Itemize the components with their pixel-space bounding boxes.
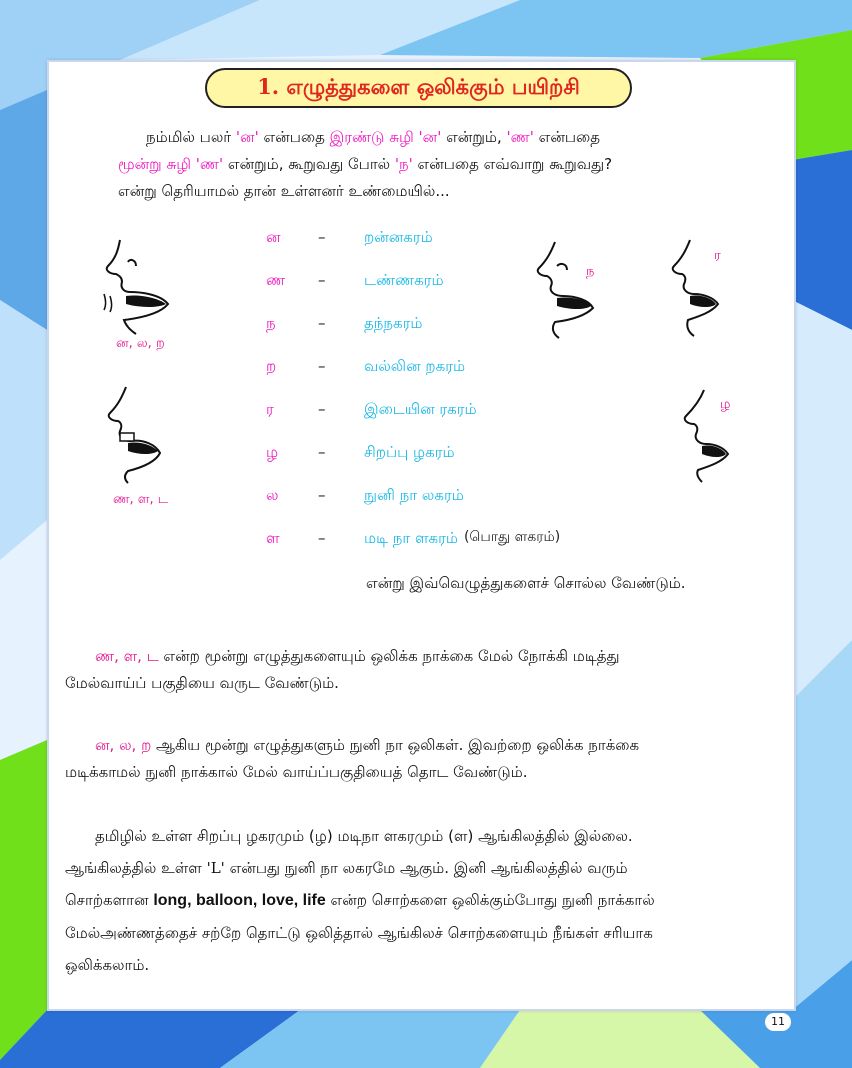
face-label: ண, ள, ட xyxy=(113,492,169,507)
paragraph-text: மேல்அண்ணத்தைச் சற்றே தொட்டு ஒலித்தால் ஆங்கிலச் சொற்களையும் நீங்கள் சரியாக xyxy=(65,924,653,942)
paragraph-text: என்ற மூன்று எழுத்துகளையும் ஒலிக்க நாக்கை மேல் நோக்கி மடித்து xyxy=(158,647,620,665)
english-words: long, balloon, love, life xyxy=(153,892,326,909)
letter-name: இடையின ரகரம் xyxy=(364,400,477,418)
letter-row xyxy=(266,486,464,510)
face-label: ன, ல, ற xyxy=(116,336,165,351)
intro-text: என்பதை எவ்வாறு கூறுவது? xyxy=(412,155,613,173)
paragraph-text: மேல்வாய்ப் பகுதியை வருட வேண்டும். xyxy=(65,674,339,692)
letter-glyph: ள xyxy=(266,529,280,547)
letter-row xyxy=(266,314,422,338)
letter-glyph: ன xyxy=(266,228,281,246)
paragraph-text: என்ற சொற்களை ஒலிக்கும்போது நுனி நாக்கால் xyxy=(325,891,655,909)
highlight-phrase: மூன்று சுழி 'ண' xyxy=(118,155,224,173)
page-title: 1. எழுத்துகளை ஒலிக்கும் பயிற்சி xyxy=(257,74,580,99)
intro-text: என்றும், xyxy=(441,128,507,146)
paragraph-text: ஒலிக்கலாம். xyxy=(65,956,150,974)
letter-glyph: ற xyxy=(266,357,277,375)
letter-name: நுனி நா லகரம் xyxy=(364,486,464,504)
intro-text: என்பதை xyxy=(533,128,600,146)
letter-name: சிறப்பு ழகரம் xyxy=(364,443,455,461)
face-label: ந xyxy=(586,264,595,279)
mouth-diagram-2 xyxy=(100,385,170,485)
highlight-phrase: இரண்டு சுழி 'ன' xyxy=(329,128,442,146)
letter-name: வல்லின றகரம் xyxy=(364,357,466,375)
title-banner xyxy=(205,68,632,108)
letter-name: டண்ணகரம் xyxy=(364,271,444,289)
intro-paragraph xyxy=(118,124,738,205)
letter-glyph: ண xyxy=(266,271,286,289)
mouth-diagram-3 xyxy=(535,240,605,340)
dash-separator: – xyxy=(318,443,326,461)
paragraph-text: சொற்களான xyxy=(65,891,154,909)
paragraph-4 xyxy=(65,820,785,981)
letter-name: மடி நா ளகரம் xyxy=(364,529,458,547)
letter-glyph: ர xyxy=(266,400,274,418)
face-label: ர xyxy=(714,248,721,263)
paragraph-text: ஆகிய மூன்று எழுத்துகளும் நுனி நா ஒலிகள். இவற்றை ஒலிக்க நாக்கை xyxy=(151,736,640,754)
dash-separator: – xyxy=(318,271,326,289)
dash-separator: – xyxy=(318,228,326,246)
intro-text: என்று தெரியாமல் தான் உள்ளனர் உண்மையில்... xyxy=(118,182,450,200)
highlight-letter: 'ன' xyxy=(235,128,259,146)
rows-closing: என்று இவ்வெழுத்துகளைச் சொல்ல வேண்டும். xyxy=(366,574,686,592)
letter-note: (பொது ளகரம்) xyxy=(463,529,561,545)
paragraph-text: ஆங்கிலத்தில் உள்ள xyxy=(65,859,207,877)
letter-glyph: ல xyxy=(266,486,279,504)
letter-row xyxy=(266,228,433,252)
face-label: ழ xyxy=(720,397,731,412)
mouth-diagram-1 xyxy=(100,238,180,338)
highlight-letters: ன, ல, ற xyxy=(95,736,152,754)
english-letter: 'L' xyxy=(206,859,225,877)
intro-text: என்பதை xyxy=(258,128,330,146)
letter-row xyxy=(266,443,455,467)
paragraph-2 xyxy=(65,643,755,697)
letter-name: தந்நகரம் xyxy=(364,314,423,332)
paragraph-text: தமிழில் உள்ள சிறப்பு ழகரமும் (ழ) மடிநா ளகரமும் (ள) ஆங்கிலத்தில் இல்லை. xyxy=(95,827,633,845)
dash-separator: – xyxy=(318,486,326,504)
letter-row xyxy=(266,357,465,381)
letter-row xyxy=(266,529,560,553)
highlight-letters: ண, ள, ட xyxy=(95,647,159,665)
page-number: 11 xyxy=(765,1013,791,1031)
letter-glyph: ழ xyxy=(266,443,279,461)
letter-row xyxy=(266,400,477,424)
paragraph-text: என்பது நுனி நா லகரமே ஆகும். இனி ஆங்கிலத்தில் வரும் xyxy=(224,859,628,877)
highlight-letter: 'ண' xyxy=(506,128,534,146)
letter-name: றன்னகரம் xyxy=(364,228,433,246)
letter-row xyxy=(266,271,444,295)
paragraph-3 xyxy=(65,732,775,786)
highlight-letter: 'ந' xyxy=(394,155,413,173)
paragraph-text: மடிக்காமல் நுனி நாக்கால் மேல் வாய்ப்பகுதியைத் தொட வேண்டும். xyxy=(65,763,528,781)
letter-glyph: ந xyxy=(266,314,276,332)
dash-separator: – xyxy=(318,400,326,418)
dash-separator: – xyxy=(318,357,326,375)
dash-separator: – xyxy=(318,529,326,547)
intro-text: நம்மில் பலர் xyxy=(146,128,236,146)
dash-separator: – xyxy=(318,314,326,332)
intro-text: என்றும், கூறுவது போல் xyxy=(223,155,395,173)
